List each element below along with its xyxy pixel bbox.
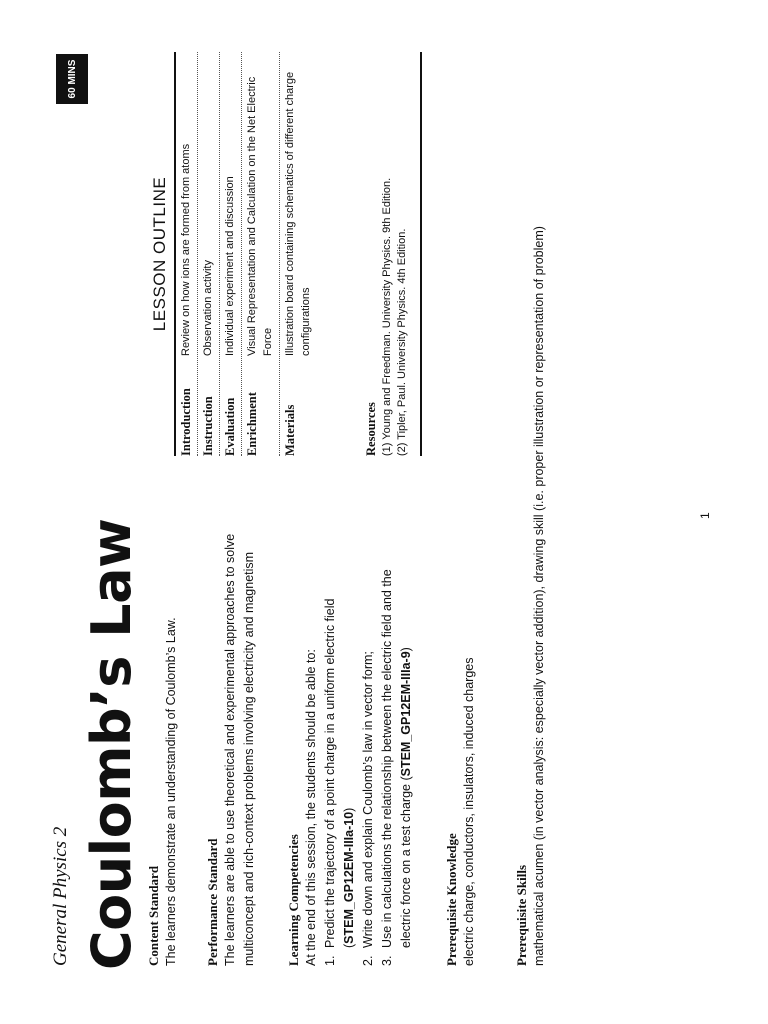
- outline-row: [198, 52, 220, 456]
- page-title: Coulomb’s Law: [80, 518, 143, 970]
- competency-number: 2.: [361, 955, 375, 966]
- prerequisite-knowledge-text: electric charge, conductors, insulators, induced charges: [462, 657, 476, 966]
- competency-text: Predict the trajectory of a point charge in a uniform electric field: [323, 598, 337, 948]
- resources-section: [364, 52, 410, 456]
- competency-text: Write down and explain Coulomb’s law in vector form;: [361, 651, 375, 948]
- duration-badge: 60 MINS: [56, 54, 88, 104]
- performance-standard-line2: multiconcept and rich-context problems involving electricity and magnetism: [242, 551, 256, 966]
- learning-competencies-heading: Learning Competencies: [286, 834, 301, 966]
- outline-row-text: Observation activity: [202, 260, 214, 356]
- outline-row-text: Individual experiment and discussion: [224, 176, 236, 356]
- page-number: 1: [698, 512, 712, 519]
- outline-row-label: Evaluation: [223, 397, 237, 456]
- lesson-outline: [150, 52, 317, 456]
- code-paren: (: [342, 943, 356, 948]
- competency-code: STEM_GP12EM-IIIa-9: [399, 651, 413, 777]
- content-standard-text: The learners demonstrate an understanding of Coulomb’s Law.: [164, 617, 178, 966]
- competency-code: STEM_GP12EM-IIIa-10: [342, 811, 356, 944]
- outline-row-text: Illustration board containing schematics of different charge configurations: [284, 71, 312, 356]
- performance-standard-heading: Performance Standard: [205, 838, 220, 966]
- outline-row-label: Enrichment: [245, 392, 259, 456]
- outline-bottom-rule: [420, 52, 422, 456]
- competency-text: Use in calculations the relationship between the electric field and the: [380, 569, 394, 948]
- outline-row: [280, 52, 317, 456]
- outline-row: [220, 52, 242, 456]
- competency-item: [378, 466, 416, 966]
- prerequisite-skills-section: [514, 26, 549, 966]
- competency-code-line: [397, 466, 416, 948]
- content-standard-section: [146, 486, 181, 966]
- learning-competencies-intro: At the end of this session, the students should be able to:: [304, 649, 318, 966]
- outline-row-text: Visual Representation and Calculation on the Net Electric Force: [246, 76, 274, 356]
- prerequisite-skills-heading: Prerequisite Skills: [514, 865, 529, 966]
- code-paren: ): [399, 647, 413, 652]
- subject-label: General Physics 2: [50, 826, 71, 966]
- competency-item: [359, 466, 378, 966]
- outline-row-text: Review on how ions are formed from atoms: [180, 143, 192, 356]
- prerequisite-skills-text: mathematical acumen (in vector analysis: especially vector addition), drawing skill (i.e. proper illustration or representation of problem): [532, 226, 546, 966]
- resources-heading: Resources: [364, 402, 378, 456]
- prerequisite-knowledge-section: [444, 446, 479, 966]
- competency-item: [321, 466, 359, 966]
- outline-row: [242, 52, 280, 456]
- lesson-outline-title: LESSON OUTLINE: [150, 176, 169, 332]
- code-paren: ): [342, 807, 356, 812]
- performance-standard-section: [205, 476, 259, 966]
- performance-standard-line1: The learners are able to use theoretical and experimental approaches to solve: [223, 533, 237, 966]
- content-standard-heading: Content Standard: [146, 865, 161, 966]
- resource-item: (1) Young and Freedman. University Physics. 9th Edition.: [381, 177, 393, 456]
- outline-row-label: Instruction: [201, 396, 215, 456]
- competency-code-line: [340, 466, 359, 948]
- competency-number: 1.: [323, 955, 337, 966]
- prerequisite-knowledge-heading: Prerequisite Knowledge: [444, 833, 459, 966]
- learning-competencies-section: [286, 466, 416, 966]
- outline-row-label: Materials: [283, 404, 297, 456]
- competency-number: 3.: [380, 955, 394, 966]
- competency-list: [321, 466, 416, 966]
- competency-text-continued: electric force on a test charge (: [399, 776, 413, 948]
- outline-row: [176, 52, 198, 456]
- resource-item: (2) Tipler, Paul. University Physics. 4th Edition.: [396, 228, 408, 456]
- outline-row-label: Introduction: [179, 388, 193, 456]
